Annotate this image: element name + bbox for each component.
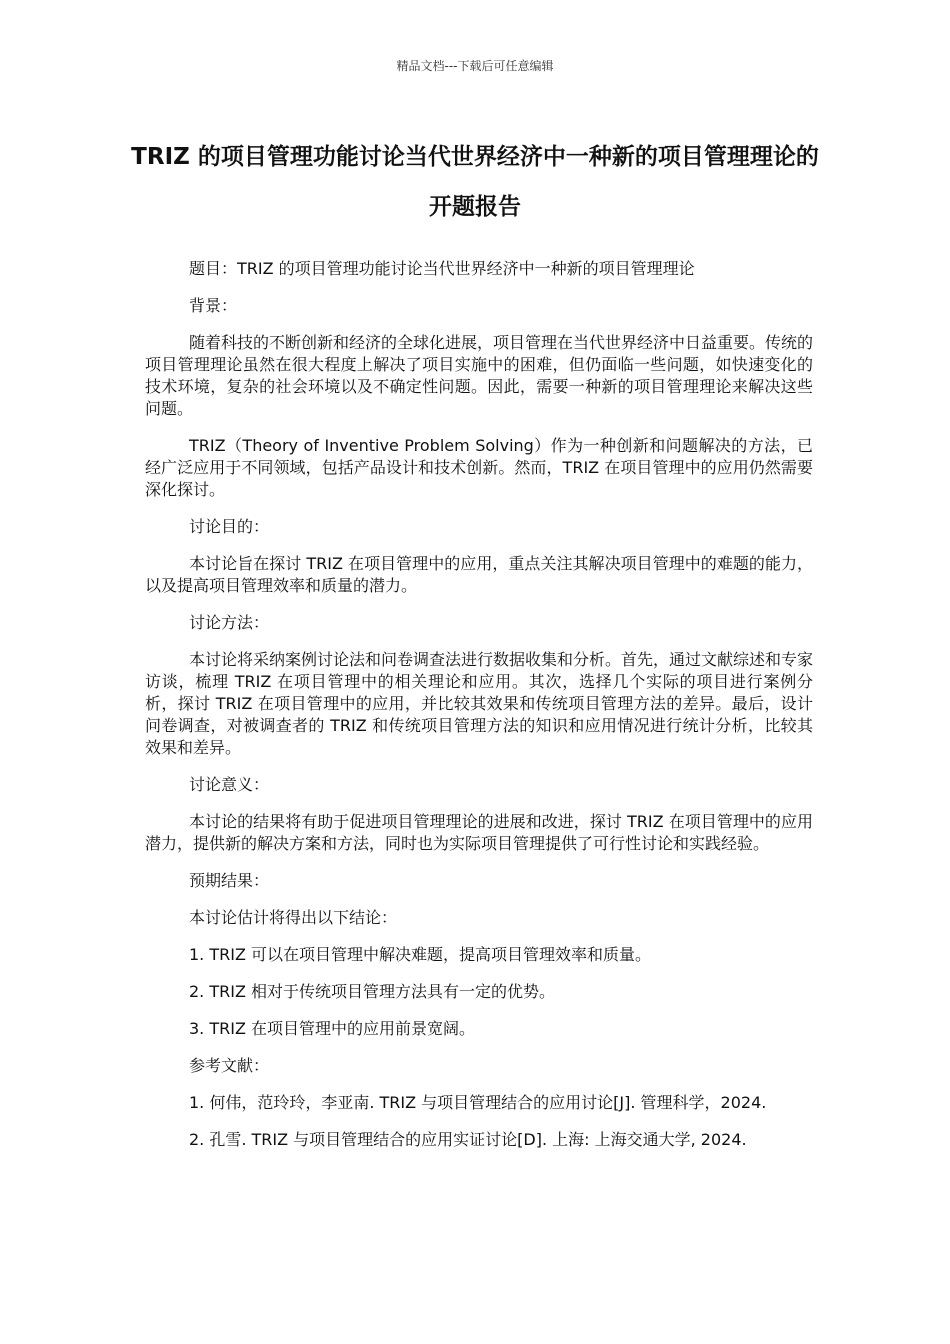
document-title: TRIZ 的项目管理功能讨论当代世界经济中一种新的项目管理理论的开题报告 bbox=[131, 144, 819, 220]
document-body bbox=[145, 258, 813, 1166]
paragraph-significance: 本讨论的结果将有助于促进项目管理理论的进展和改进，探讨 TRIZ 在项目管理中的应用潜力，提供新的解决方案和方法，同时也为实际项目管理提供了可行性讨论和实践经验。 bbox=[145, 812, 813, 853]
paragraph-purpose: 本讨论旨在探讨 TRIZ 在项目管理中的应用，重点关注其解决项目管理中的难题的能力，以及提高项目管理效率和质量的潜力。 bbox=[145, 554, 813, 595]
list-item-result-2: 2. TRIZ 相对于传统项目管理方法具有一定的优势。 bbox=[189, 982, 556, 1001]
heading-method: 讨论方法： bbox=[189, 613, 270, 632]
list-item-result-3: 3. TRIZ 在项目管理中的应用前景宽阔。 bbox=[189, 1019, 476, 1038]
list-item-result-1: 1. TRIZ 可以在项目管理中解决难题，提高项目管理效率和质量。 bbox=[189, 945, 652, 964]
paragraph-method: 本讨论将采纳案例讨论法和问卷调查法进行数据收集和分析。首先，通过文献综述和专家访谈，梳理 TRIZ 在项目管理中的相关理论和应用。其次，选择几个实际的项目进行案例分析，探讨 TRIZ 在项目管理中的应用，并比较其效果和传统项目管理方法的差异。最后，设计问卷调查，对被调查者的 TRIZ 和传统项目管理方法的知识和应用情况进行统计分析，比较其效果和差异。 bbox=[145, 650, 814, 757]
paragraph-topic: 题目：TRIZ 的项目管理功能讨论当代世界经济中一种新的项目管理理论 bbox=[189, 259, 695, 278]
heading-significance: 讨论意义： bbox=[189, 775, 270, 794]
heading-purpose: 讨论目的： bbox=[189, 517, 270, 536]
heading-background: 背景： bbox=[189, 296, 238, 315]
reference-item-1: 1. 何伟，范玲玲，李亚南. TRIZ 与项目管理结合的应用讨论[J]. 管理科学，2024. bbox=[189, 1093, 767, 1112]
header-note: 精品文档---下载后可任意编辑 bbox=[396, 59, 554, 73]
paragraph-expected-intro: 本讨论估计将得出以下结论： bbox=[189, 908, 398, 927]
heading-expected-results: 预期结果： bbox=[189, 871, 270, 890]
reference-item-2: 2. 孔雪. TRIZ 与项目管理结合的应用实证讨论[D]. 上海: 上海交通大学, 2024. bbox=[189, 1130, 747, 1149]
paragraph-triz-intro: TRIZ（Theory of Inventive Problem Solving）作为一种创新和问题解决的方法，已经广泛应用于不同领域，包括产品设计和技术创新。然而，TRIZ 在项目管理中的应用仍然需要深化探讨。 bbox=[145, 436, 813, 499]
paragraph-background: 随着科技的不断创新和经济的全球化进展，项目管理在当代世界经济中日益重要。传统的项目管理理论虽然在很大程度上解决了项目实施中的困难，但仍面临一些问题，如快速变化的技术环境，复杂的社会环境以及不确定性问题。因此，需要一种新的项目管理理论来解决这些问题。 bbox=[145, 333, 814, 418]
heading-references: 参考文献： bbox=[189, 1056, 270, 1075]
